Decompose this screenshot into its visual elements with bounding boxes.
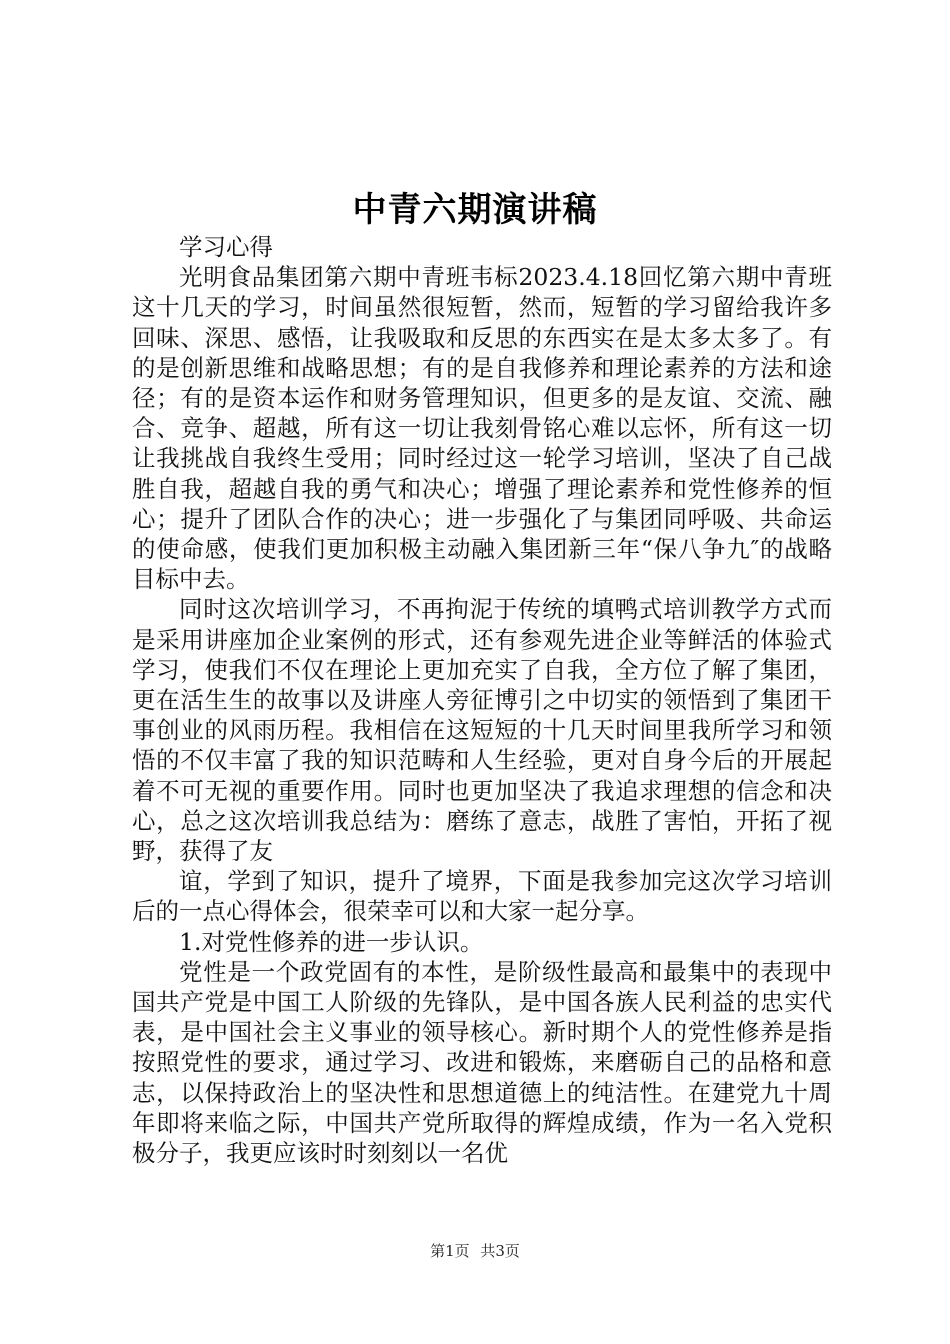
document-body xyxy=(132,232,832,1168)
section-heading: 1.对党性修养的进一步认识。 xyxy=(179,927,484,956)
paragraph: 谊，学到了知识，提升了境界，下面是我参加完这次学习培训后的一点心得体会，很荣幸可以和大家一起分享。 xyxy=(132,867,832,926)
page-footer xyxy=(0,1240,950,1261)
paragraph: 党性是一个政党固有的本性，是阶级性最高和最集中的表现中国共产党是中国工人阶级的先锋队，是中国各族人民利益的忠实代表，是中国社会主义事业的领导核心。新时期个人的党性修养是指按照党性的要求，通过学习、改进和锻炼，来磨砺自己的品格和意志，以保持政治上的坚决性和思想道德上的纯洁性。在建党九十周年即将来临之际，中国共产党所取得的辉煌成绩，作为一名入党积极分子，我更应该时时刻刻以一名优 xyxy=(132,957,832,1168)
page-total: 共3页 xyxy=(480,1242,520,1260)
paragraph-heading: 学习心得 xyxy=(179,233,273,261)
paragraph: 光明食品集团第六期中青班韦标2023.4.18回忆第六期中青班这十几天的学习，时间虽然很短暂，然而，短暂的学习留给我许多回味、深思、感悟，让我吸取和反思的东西实在是太多太多了。有的是创新思维和战略思想；有的是自我修养和理论素养的方法和途径；有的是资本运作和财务管理知识，但更多的是友谊、交流、融合、竞争、超越，所有这一切让我刻骨铭心难以忘怀，所有这一切让我挑战自我终生受用；同时经过这一轮学习培训，坚决了自己战胜自我，超越自我的勇气和决心；增强了理论素养和党性修养的恒心；提升了团队合作的决心；进一步强化了与集团同呼吸、共命运的使命感，使我们更加积极主动融入集团新三年“保八争九″的战略目标中去。 xyxy=(132,263,832,594)
page-number: 第1页 xyxy=(430,1242,470,1260)
paragraph: 同时这次培训学习，不再拘泥于传统的填鸭式培训教学方式而是采用讲座加企业案例的形式，还有参观先进企业等鲜活的体验式学习，使我们不仅在理论上更加充实了自我，全方位了解了集团，更在活生生的故事以及讲座人旁征博引之中切实的领悟到了集团干事创业的风雨历程。我相信在这短短的十几天时间里我所学习和领悟的不仅丰富了我的知识范畴和人生经验，更对自身今后的开展起着不可无视的重要作用。同时也更加坚决了我追求理想的信念和决心，总之这次培训我总结为：磨练了意志，战胜了害怕，开拓了视野，获得了友 xyxy=(132,595,832,866)
document-title: 中青六期演讲稿 xyxy=(352,190,598,230)
